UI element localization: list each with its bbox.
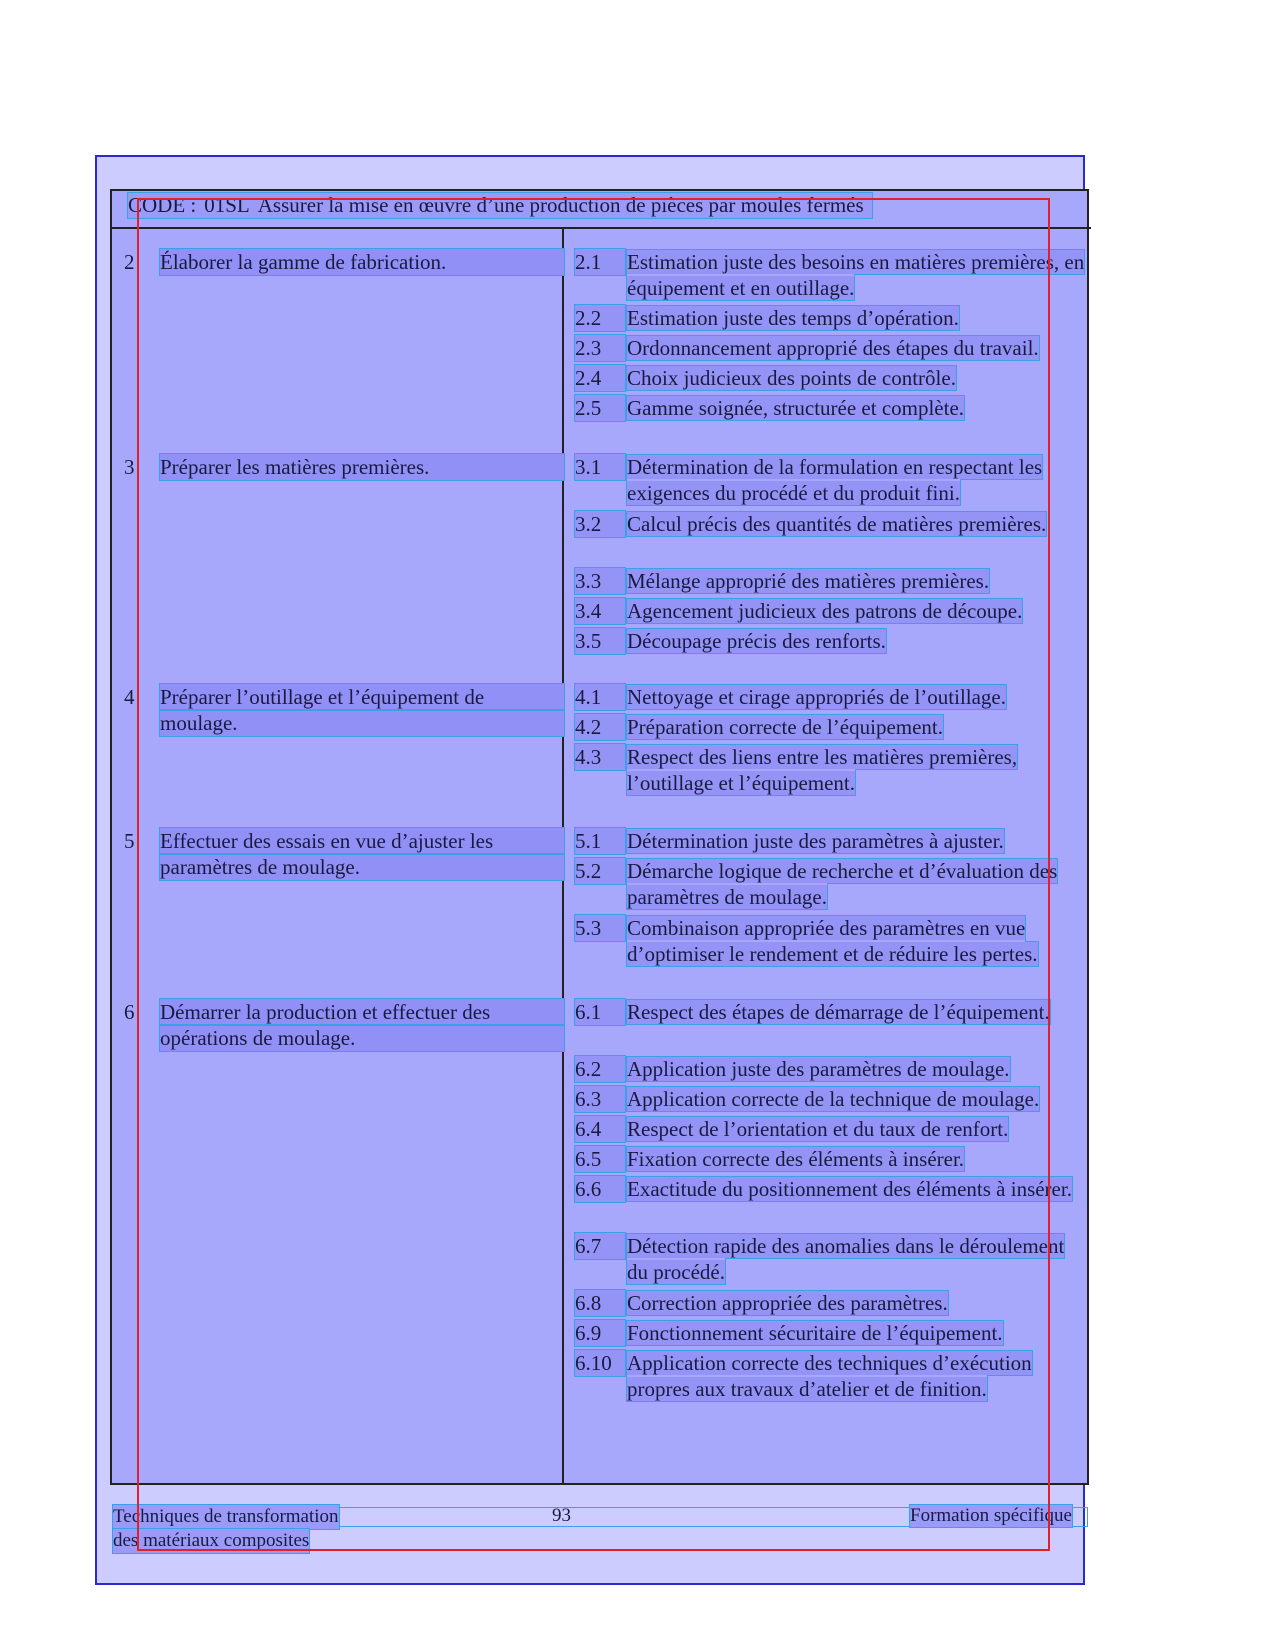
- criterion-6-9: [575, 1320, 1085, 1346]
- criterion-text: Application correcte des techniques d’exécution propres aux travaux d’atelier et de finition.: [627, 1351, 1032, 1401]
- page-number: 93: [552, 1505, 571, 1526]
- criterion-3-4: [575, 598, 1085, 624]
- criterion-text: Combinaison appropriée des paramètres en vue d’optimiser le rendement et de réduire les pertes.: [627, 916, 1038, 966]
- element-number: 6: [124, 1000, 135, 1024]
- element-text-line-1: Préparer l’outillage et l’équipement de: [160, 684, 564, 710]
- element-6: [124, 999, 564, 1051]
- criterion-text: Détection rapide des anomalies dans le déroulement du procédé.: [627, 1234, 1065, 1284]
- criterion-text: Correction appropriée des paramètres.: [627, 1291, 948, 1315]
- criterion-number: 3.4: [575, 598, 625, 624]
- element-text-line-2: paramètres de moulage.: [160, 854, 564, 880]
- element-5: [124, 828, 564, 880]
- criterion-6-6: [575, 1176, 1085, 1202]
- element-text-line-1: Effectuer des essais en vue d’ajuster les: [160, 828, 564, 854]
- criterion-text: Mélange approprié des matières premières.: [627, 569, 990, 593]
- code-value: 01SL: [204, 193, 250, 217]
- criterion-6-5: [575, 1146, 1085, 1172]
- criterion-text: Choix judicieux des points de contrôle.: [627, 366, 956, 390]
- code-label: CODE :: [128, 193, 197, 217]
- criterion-number: 6.5: [575, 1146, 625, 1172]
- footer-program: [113, 1505, 339, 1553]
- criterion-6-8: [575, 1290, 1085, 1316]
- criterion-text: Exactitude du positionnement des éléments à insérer.: [627, 1177, 1072, 1201]
- criterion-3-5: [575, 628, 1085, 654]
- criterion-text: Détermination de la formulation en respectant les exigences du procédé et du produit fini.: [627, 455, 1043, 505]
- footer-program-line-2: des matériaux composites: [113, 1530, 310, 1551]
- footer-section: Formation spécifique: [910, 1505, 1072, 1526]
- criterion-number: 2.5: [575, 395, 625, 421]
- footer-program-line-1: Techniques de transformation: [113, 1506, 339, 1527]
- criterion-2-1: [575, 249, 1085, 301]
- criterion-number: 5.3: [575, 915, 625, 941]
- criterion-text: Respect des liens entre les matières premières, l’outillage et l’équipement.: [627, 745, 1018, 795]
- criterion-text: Respect des étapes de démarrage de l’équipement.: [627, 1000, 1050, 1024]
- criterion-4-3: [575, 744, 1085, 796]
- criterion-text: Estimation juste des temps d’opération.: [627, 306, 959, 330]
- element-3: [124, 454, 564, 480]
- criterion-text: Respect de l’orientation et du taux de renfort.: [627, 1117, 1009, 1141]
- criterion-text: Estimation juste des besoins en matières premières, en équipement et en outillage.: [627, 250, 1085, 300]
- criterion-number: 2.1: [575, 249, 625, 275]
- criterion-number: 3.3: [575, 568, 625, 594]
- criterion-number: 6.3: [575, 1086, 625, 1112]
- element-text: Élaborer la gamme de fabrication.: [160, 249, 564, 275]
- criterion-number: 3.1: [575, 454, 625, 480]
- criterion-6-2: [575, 1056, 1085, 1082]
- criterion-number: 5.2: [575, 858, 625, 884]
- criterion-text: Démarche logique de recherche et d’évaluation des paramètres de moulage.: [627, 859, 1058, 909]
- criterion-2-3: [575, 335, 1085, 361]
- criterion-number: 4.2: [575, 714, 625, 740]
- criterion-5-2: [575, 858, 1085, 910]
- criterion-2-2: [575, 305, 1085, 331]
- criterion-6-7: [575, 1233, 1085, 1285]
- criterion-number: 2.2: [575, 305, 625, 331]
- element-number: 5: [124, 829, 135, 853]
- criterion-number: 6.9: [575, 1320, 625, 1346]
- criterion-text: Gamme soignée, structurée et complète.: [627, 396, 965, 420]
- criterion-text: Fonctionnement sécuritaire de l’équipement.: [627, 1321, 1003, 1345]
- criterion-number: 6.4: [575, 1116, 625, 1142]
- criterion-6-3: [575, 1086, 1085, 1112]
- criterion-2-4: [575, 365, 1085, 391]
- criterion-number: 4.1: [575, 684, 625, 710]
- criterion-4-1: [575, 684, 1085, 710]
- criterion-3-1: [575, 454, 1085, 506]
- element-text-line-2: opérations de moulage.: [160, 1025, 564, 1051]
- criterion-number: 4.3: [575, 744, 625, 770]
- criterion-6-4: [575, 1116, 1085, 1142]
- code-title-line: [128, 193, 872, 218]
- criterion-number: 3.2: [575, 511, 625, 537]
- criterion-6-10: [575, 1350, 1085, 1402]
- criterion-text: Application juste des paramètres de moulage.: [627, 1057, 1010, 1081]
- criterion-number: 2.4: [575, 365, 625, 391]
- header-rule: [110, 227, 1091, 229]
- criterion-number: 5.1: [575, 828, 625, 854]
- element-number: 3: [124, 455, 135, 479]
- criterion-text: Calcul précis des quantités de matières premières.: [627, 512, 1047, 536]
- criterion-5-1: [575, 828, 1085, 854]
- criterion-number: 6.1: [575, 999, 625, 1025]
- criterion-text: Nettoyage et cirage appropriés de l’outillage.: [627, 685, 1007, 709]
- criterion-text: Préparation correcte de l’équipement.: [627, 715, 944, 739]
- criterion-number: 6.10: [575, 1350, 625, 1376]
- criterion-text: Découpage précis des renforts.: [627, 629, 886, 653]
- element-text: Préparer les matières premières.: [160, 454, 564, 480]
- criterion-text: Ordonnancement approprié des étapes du travail.: [627, 336, 1039, 360]
- competency-title: Assurer la mise en œuvre d’une production de pièces par moules fermés: [257, 193, 864, 217]
- criterion-number: 6.6: [575, 1176, 625, 1202]
- element-text-line-2: moulage.: [160, 710, 564, 736]
- criterion-number: 6.7: [575, 1233, 625, 1259]
- element-number: 2: [124, 250, 135, 274]
- element-2: [124, 249, 564, 275]
- criterion-number: 2.3: [575, 335, 625, 361]
- element-number: 4: [124, 685, 135, 709]
- criterion-5-3: [575, 915, 1085, 967]
- element-4: [124, 684, 564, 736]
- criterion-6-1: [575, 999, 1085, 1025]
- criterion-text: Application correcte de la technique de moulage.: [627, 1087, 1040, 1111]
- criterion-number: 3.5: [575, 628, 625, 654]
- element-text-line-1: Démarrer la production et effectuer des: [160, 999, 564, 1025]
- criterion-3-2: [575, 511, 1085, 537]
- criterion-text: Détermination juste des paramètres à ajuster.: [627, 829, 1004, 853]
- criterion-4-2: [575, 714, 1085, 740]
- criterion-3-3: [575, 568, 1085, 594]
- criterion-text: Fixation correcte des éléments à insérer.: [627, 1147, 965, 1171]
- criterion-2-5: [575, 395, 1085, 421]
- criterion-text: Agencement judicieux des patrons de découpe.: [627, 599, 1023, 623]
- criterion-number: 6.2: [575, 1056, 625, 1082]
- criterion-number: 6.8: [575, 1290, 625, 1316]
